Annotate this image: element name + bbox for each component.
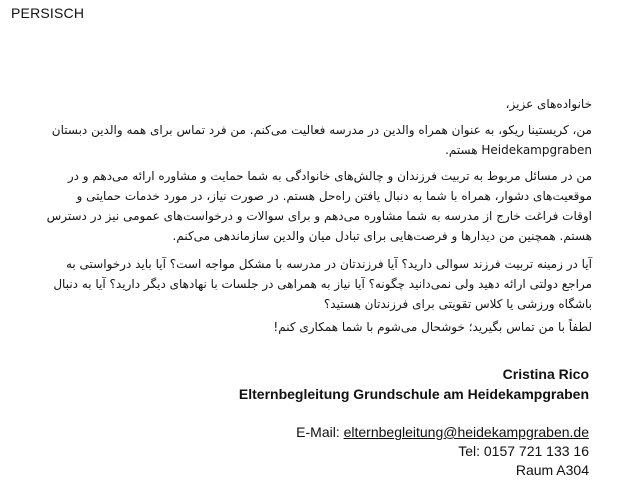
letter-paragraph-questions: آیا در زمینه تربیت فرزند سوالی دارید؟ آیا فرزندتان در مدرسه با مشکل مواجه است؟ آیا باید درخواستی به مراجع دولتی ارائه دهید ولی نمی‌دانید چگونه؟ آیا نیاز به همراهی در جلسات با نهادهای دیگر دارید؟ آیا به دنبال باشگاه ورزشی یا کلاس تقویتی برای فرزندتان هستید؟ bbox=[53, 257, 592, 311]
letter-greeting: خانواده‌های عزیز، bbox=[505, 97, 592, 111]
contact-details bbox=[239, 423, 589, 480]
email-link[interactable]: elternbegleitung@heidekampgraben.de bbox=[343, 424, 589, 440]
signature-block bbox=[239, 365, 589, 480]
signature-name: Cristina Rico bbox=[502, 366, 589, 382]
letter-paragraph-services: من در مسائل مربوط به تربیت فرزندان و چالش‌های خانوادگی به شما حمایت و مشاوره ارائه می‌دهم و در موقعیت‌های دشوار، همراه با شما به دنبال یافتن راه‌حل هستم. در صورت نیاز، در مورد خدمات حمایتی و اوقات فراغت خارج از مدرسه به شما مشاوره می‌دهم و برای سوالات و درخواست‌های عمومی نیز در دسترس هستم. همچنین من دیدارها و فرصت‌هایی برای تبادل میان والدین سازماندهی می‌کنم. bbox=[46, 169, 592, 243]
signature-organization: Elternbegleitung Grundschule am Heidekampgraben bbox=[238, 386, 589, 402]
email-line bbox=[239, 423, 589, 442]
letter-paragraph-intro: من، کریستینا ریکو، به عنوان همراه والدین در مدرسه فعالیت می‌کنم. من فرد تماس برای همه والدین دبستان Heidekampgraben هستم. bbox=[51, 123, 592, 157]
language-label: PERSISCH bbox=[11, 5, 85, 21]
email-prefix: E-Mail: bbox=[296, 424, 344, 440]
room-line: Raum A304 bbox=[515, 462, 589, 478]
phone-line: Tel: 0157 721 133 16 bbox=[458, 443, 589, 459]
letter-closing: لطفاً با من تماس بگیرید؛ خوشحال می‌شوم با شما همکاری کنم! bbox=[273, 320, 592, 334]
